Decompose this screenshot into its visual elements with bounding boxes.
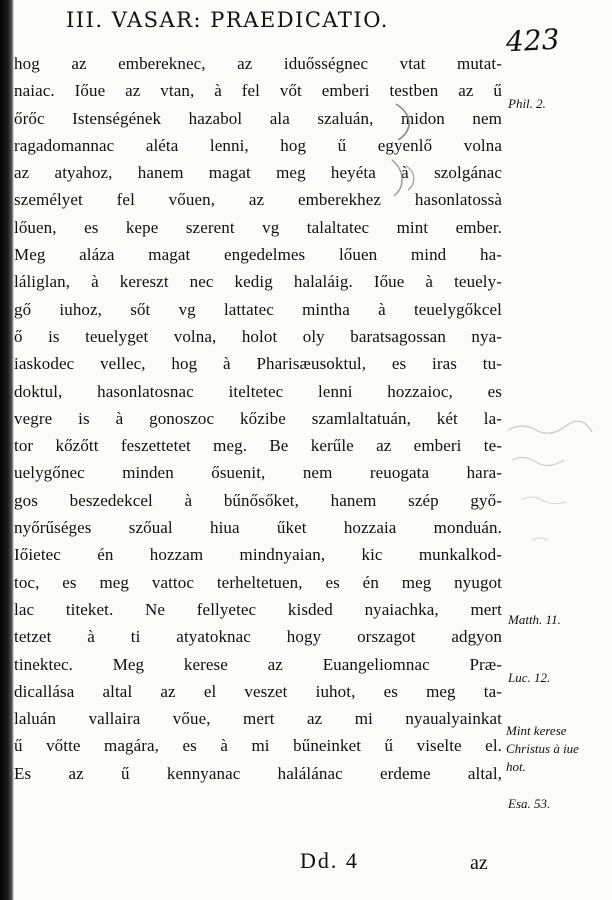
text-line: nyőrűséges szőual hiua űket hozzaia monduán. [14,518,502,538]
text-line: ragadomannac aléta lenni, hog ű egyenlő volna [14,135,502,155]
text-line: toc, es meg vattoc terheltetuen, es én meg nyugot [14,572,502,592]
text-line: ő is teuelyget volna, holot oly baratsagossan nya‑ [14,326,502,346]
margin-note-esa: Esa. 53. [508,796,551,811]
text-line: személyet fel vőuen, az emberekhez hasonlatossà [14,190,502,210]
text-line: doktul, hasonlatosnac iteltetec lenni hozzaioc, es [14,381,502,401]
running-title: III. VASAR: PRAEDICATIO. [66,8,389,32]
binding-gutter [0,0,14,900]
text-line: gő iuhoz, sőt vg lattatec mintha à teuelygőkcel [14,299,502,319]
text-line: gos beszedekcel à bűnősőket, hanem szép győ‑ [14,490,502,510]
text-line: tor kőzőtt feszettetet meg. Be kerűle az emberi te‑ [14,436,502,456]
text-line: vegre is à gonoszoc kőzibe szamlaltatuán, két la‑ [14,408,502,428]
text-line: hog az embereknec, az iduősségnec vtat mutat‑ [14,54,502,73]
pencil-bracket-icon [386,100,420,240]
body-text [14,50,502,787]
text-line: laluán vallaira vőue, mert az mi nyaualyainkat [14,709,502,729]
text-line: dicallása altal az el veszet iuhot, es meg ta‑ [14,681,502,701]
text-line: uelygőnec minden ősuenit, nem reuogata hara‑ [14,463,502,483]
margin-note-line: hot. [506,759,526,774]
text-line: lőuen, es kepe szerent vg talaltatec mint ember. [14,217,502,237]
text-line: iaskodec vellec, hog à Pharisæusoktul, es iras tu‑ [14,354,502,374]
margin-note-mint-kerese [506,722,579,776]
text-line: láliglan, à kereszt nec kedig halaláig. Iőue à teuely‑ [14,272,502,292]
text-line: őrőc Istenségének hazabol ala szaluán, midon nem [14,108,502,128]
text-line: az atyahoz, hanem magat meg heyéta à szolgánac [14,163,502,183]
text-line: tinektec. Meg kerese az Euangeliomnac Præ‑ [14,654,502,674]
margin-pencil-marks-icon [502,410,602,570]
margin-note-phil: Phil. 2. [508,96,546,111]
text-line: Iőietec én hozzam mindnyaian, kic munkalkod‑ [14,545,502,565]
text-line: Meg aláza magat engedelmes lőuen mind ha‑ [14,245,502,265]
margin-note-luc: Luc. 12. [508,670,551,685]
text-line: tetzet à ti atyatoknac hogy orszagot adgyon [14,627,502,647]
margin-note-line: Christus à iue [506,741,579,756]
page-number: 423 [505,22,561,59]
text-line: Es az ű kennyanac halálánac erdeme altal, [14,763,502,783]
text-line: naiac. Iőue az vtan, à fel vőt emberi testben az ű [14,81,502,101]
margin-note-matth: Matth. 11. [508,612,561,627]
signature-mark: Dd. 4 [300,848,359,873]
text-line: ű vőtte magára, es à mi bűneinket ű viselte el. [14,736,502,756]
text-line: lac titeket. Ne fellyetec kisded nyaiachka, mert [14,599,502,619]
catchword: az [470,852,488,874]
margin-note-line: Mint kerese [506,723,567,738]
